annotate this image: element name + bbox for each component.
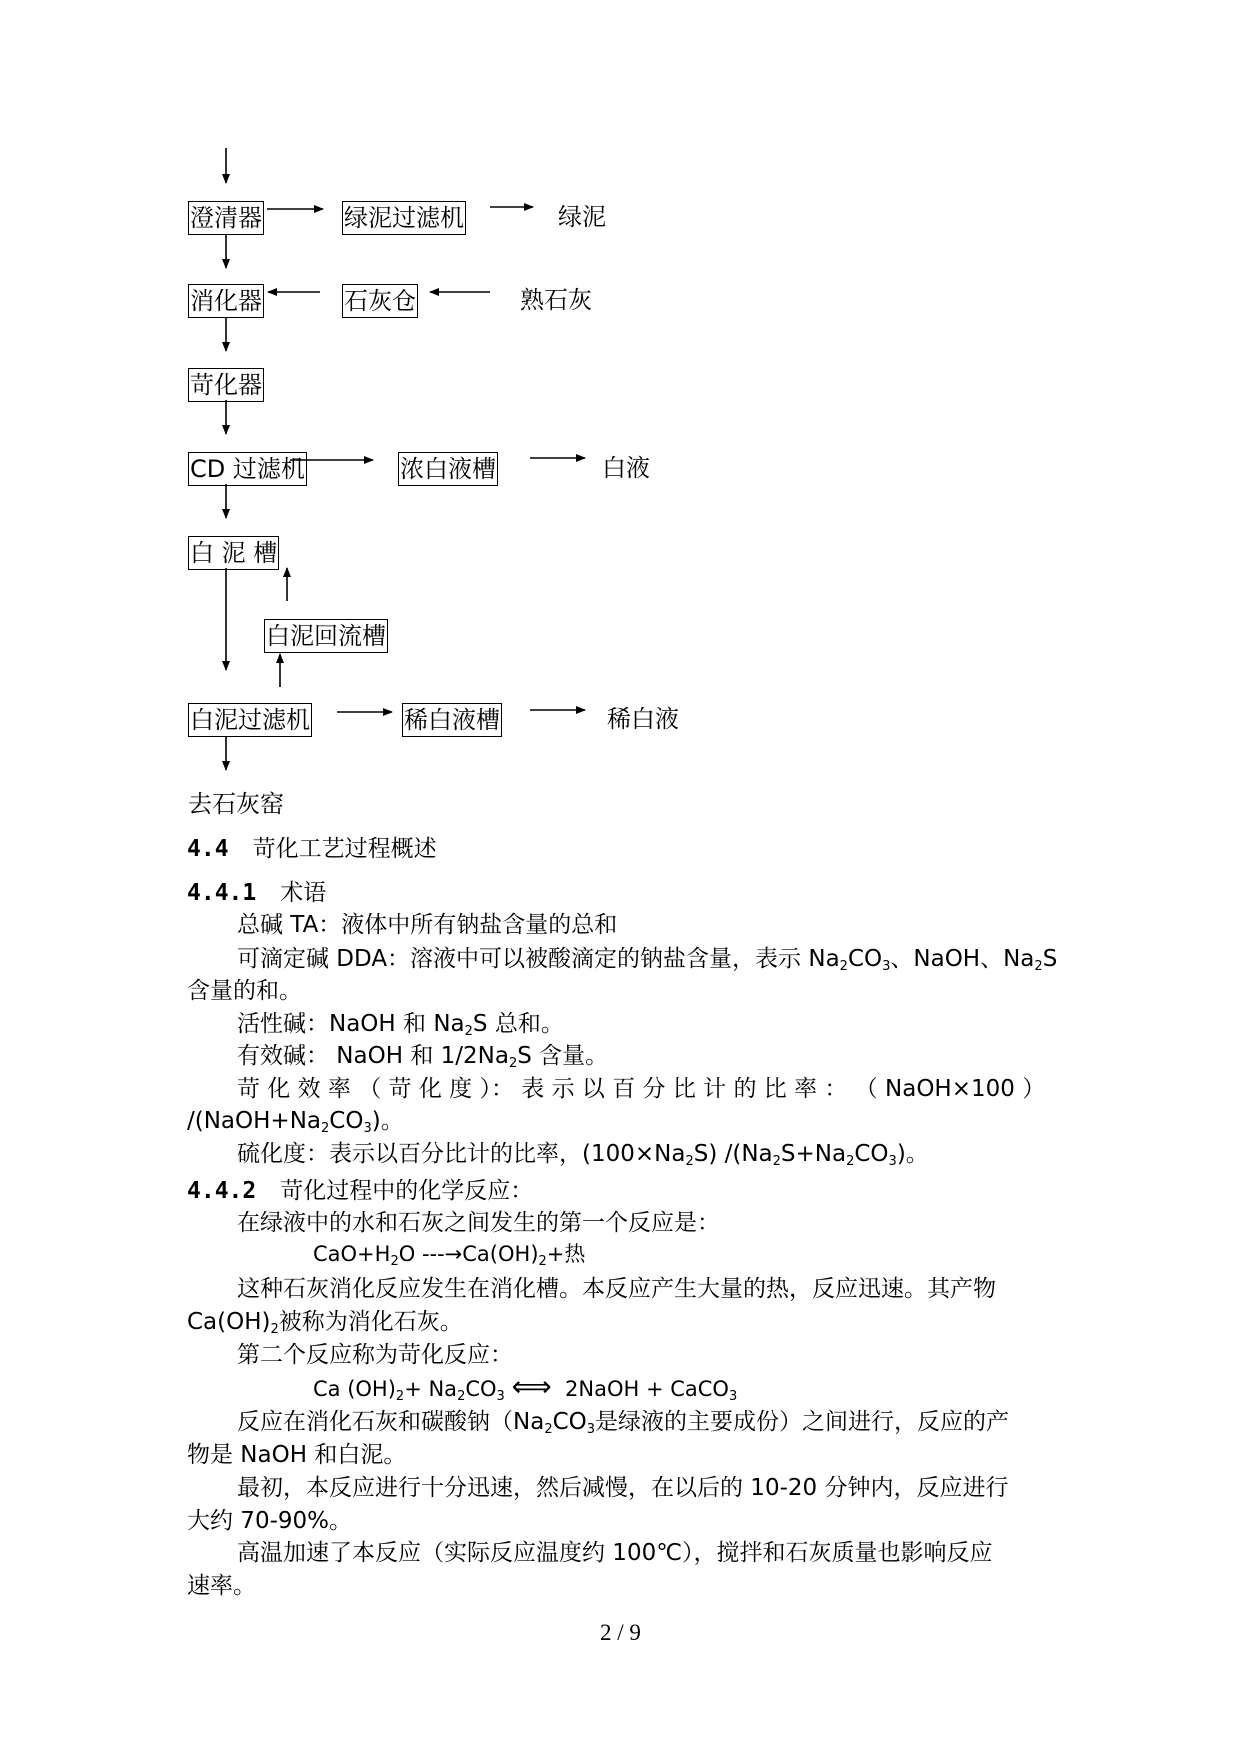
paragraph-text: 反应在消化石灰和碳酸钠（Na — [237, 1409, 545, 1435]
label-green-mud: 绿泥 — [558, 203, 606, 231]
paragraph-temperature — [187, 1534, 1107, 1567]
box-white-mud-tank: 白 泥 槽 — [188, 536, 279, 570]
subscript: 2 — [544, 1422, 553, 1437]
box-slaker: 消化器 — [188, 284, 264, 318]
label-to-lime-kiln: 去石灰窑 — [188, 790, 284, 818]
term-text: 总碱 TA：液体中所有钠盐含量的总和 — [237, 912, 618, 938]
term-causticizing-efficiency-cont — [187, 1102, 1057, 1135]
paragraph-reaction-rate-cont — [187, 1502, 1057, 1535]
subscript: 2 — [846, 1154, 855, 1169]
flowchart-arrows — [0, 0, 1241, 790]
term-text: CO — [847, 946, 883, 972]
equation-text: CO — [465, 1377, 497, 1401]
subscript: 2 — [839, 959, 848, 974]
subscript: 2 — [464, 1024, 473, 1039]
subscript: 3 — [496, 1389, 505, 1404]
subscript: 2 — [390, 1254, 399, 1269]
paragraph-text: 高温加速了本反应（实际反应温度约 100℃），搅拌和石灰质量也影响反应 — [237, 1540, 993, 1566]
term-titratable-alkali — [187, 940, 1107, 973]
paragraph-text: Ca(OH) — [187, 1309, 271, 1335]
section-title: 苛化工艺过程概述 — [252, 836, 437, 862]
process-flowchart — [0, 0, 1241, 818]
paragraph-first-reaction — [187, 1204, 1107, 1237]
subsection-number: 4.4.2 — [187, 1178, 257, 1204]
term-text: CO — [329, 1108, 364, 1134]
section-heading-4-4 — [187, 830, 1057, 863]
paragraph-slaking-cont — [187, 1303, 1057, 1336]
equation-causticizing — [313, 1370, 1183, 1403]
paragraph-text: 在绿液中的水和石灰之间发生的第一个反应是： — [237, 1210, 720, 1236]
term-text: )。 — [371, 1108, 404, 1134]
subscript: 3 — [728, 1389, 738, 1404]
equation-text: +热 — [546, 1242, 586, 1266]
term-text: S) /(Na — [693, 1141, 773, 1167]
term-text: CO — [854, 1141, 889, 1167]
equation-text: Ca (OH) — [313, 1377, 396, 1401]
term-text: 有效碱： NaOH 和 1/2Na — [237, 1043, 509, 1069]
term-text: 苛 化 效 率 （ 苛 化 度 ）： 表 示 以 百 分 比 计 的 比 率 ： （ NaOH×100 ） — [237, 1076, 1046, 1102]
label-slaked-lime: 熟石灰 — [520, 286, 592, 314]
term-text: S 含量。 — [517, 1043, 609, 1069]
term-sulfidity — [187, 1135, 1107, 1168]
paragraph-text: 物是 NaOH 和白泥。 — [187, 1442, 407, 1468]
paragraph-reaction-rate — [187, 1469, 1107, 1502]
term-effective-alkali — [187, 1037, 1107, 1070]
term-text: S+Na — [780, 1141, 847, 1167]
paragraph-text: 最初，本反应进行十分迅速，然后减慢，在以后的 10-20 分钟内，反应进行 — [237, 1475, 1009, 1501]
subscript: 2 — [270, 1322, 279, 1337]
box-green-mud-filter: 绿泥过滤机 — [342, 201, 466, 235]
box-clarifier: 澄清器 — [188, 201, 264, 235]
equation-text: 2NaOH + CaCO — [565, 1377, 729, 1401]
equation-text: CaO+H — [313, 1242, 391, 1266]
subscript: 2 — [457, 1389, 466, 1404]
box-cd-filter: CD 过滤机 — [188, 452, 307, 486]
subsection-title: 苛化过程中的化学反应： — [280, 1178, 534, 1204]
term-text: 可滴定碱 DDA：溶液中可以被酸滴定的钠盐含量，表示 Na — [237, 946, 840, 972]
term-text: 含量的和。 — [187, 978, 302, 1004]
equation-text: O ---→Ca(OH) — [398, 1242, 539, 1266]
paragraph-text: 第二个反应称为苛化反应： — [237, 1342, 513, 1368]
box-weak-white-tank: 稀白液槽 — [402, 703, 502, 737]
term-text: S — [1042, 946, 1058, 972]
subscript: 2 — [538, 1254, 547, 1269]
box-lime-silo: 石灰仓 — [342, 284, 418, 318]
paragraph-reaction-products-cont — [187, 1436, 1057, 1469]
equation-text: + Na — [404, 1377, 458, 1401]
equation-slaking — [313, 1238, 1183, 1268]
paragraph-second-reaction — [187, 1336, 1107, 1369]
paragraph-text: CO — [552, 1409, 587, 1435]
subscript: 2 — [508, 1056, 518, 1071]
term-causticizing-efficiency — [187, 1070, 1107, 1103]
subscript: 2 — [395, 1389, 405, 1404]
box-causticizer: 苛化器 — [188, 368, 264, 402]
term-text: 硫化度：表示以百分比计的比率，(100×Na — [237, 1141, 686, 1167]
paragraph-slaking — [187, 1270, 1107, 1303]
subscript: 3 — [586, 1422, 596, 1437]
term-text: 活性碱：NaOH 和 Na — [237, 1011, 465, 1037]
label-white-liquor: 白液 — [602, 454, 650, 482]
term-titratable-alkali-cont — [187, 972, 1057, 1005]
subscript: 2 — [1034, 959, 1043, 974]
term-text: /(NaOH+Na — [187, 1108, 321, 1134]
paragraph-text: 是绿液的主要成份）之间进行，反应的产 — [595, 1409, 1010, 1435]
box-white-mud-filter: 白泥过滤机 — [188, 703, 312, 737]
paragraph-text: 速率。 — [187, 1573, 256, 1599]
subscript: 3 — [363, 1121, 372, 1136]
subscript: 3 — [882, 959, 891, 974]
subscript: 2 — [772, 1154, 781, 1169]
term-text: S 总和。 — [472, 1011, 564, 1037]
paragraph-text: 这种石灰消化反应发生在消化槽。本反应产生大量的热，反应迅速。其产物 — [237, 1276, 996, 1302]
term-total-alkali — [187, 906, 1107, 939]
label-weak-white-liquor: 稀白液 — [607, 705, 679, 733]
subscript: 2 — [685, 1154, 694, 1169]
subscript: 2 — [321, 1121, 330, 1136]
paragraph-reaction-products — [187, 1403, 1107, 1436]
paragraph-text: 大约 70-90%。 — [187, 1508, 352, 1534]
box-white-mud-return-tank: 白泥回流槽 — [264, 619, 388, 653]
subsection-heading-4-4-1 — [187, 874, 1057, 907]
equilibrium-arrow: ⟺ — [511, 1370, 552, 1403]
term-text: )。 — [896, 1141, 929, 1167]
box-strong-white-tank: 浓白液槽 — [398, 452, 498, 486]
paragraph-text: 被称为消化石灰。 — [278, 1309, 463, 1335]
subsection-title: 术语 — [280, 880, 327, 906]
subsection-number: 4.4.1 — [187, 880, 257, 906]
term-text: 、NaOH、Na — [890, 946, 1035, 972]
page-number: 2 / 9 — [600, 1620, 641, 1645]
section-number: 4.4 — [187, 836, 229, 862]
subsection-heading-4-4-2 — [187, 1172, 1057, 1205]
term-active-alkali — [187, 1005, 1107, 1038]
paragraph-temperature-cont — [187, 1567, 1057, 1600]
subscript: 3 — [888, 1154, 897, 1169]
